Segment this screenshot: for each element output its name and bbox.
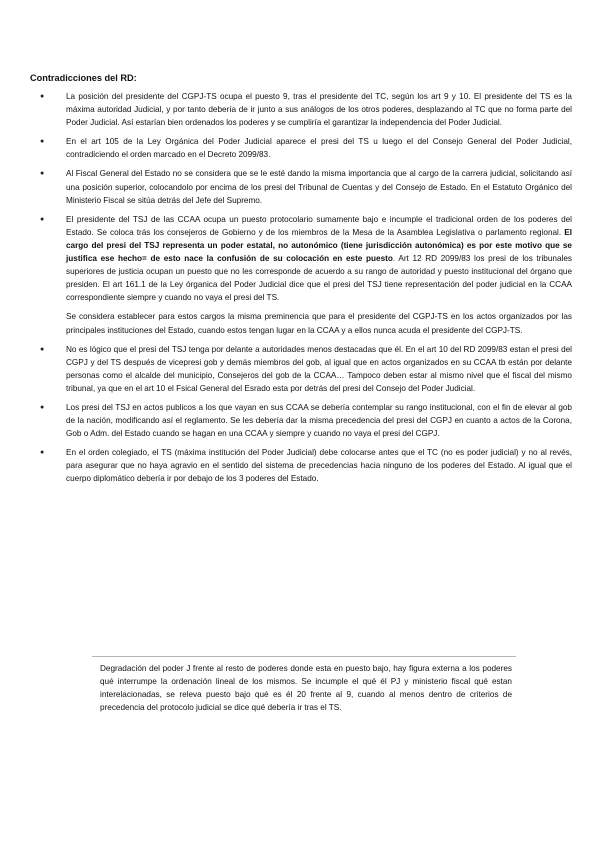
item-text: ● Al Fiscal General del Estado no se considera que se le esté dando la misma importancia que al cargo de la carrera judicial, solicitando así una posición superior, colocandolo por encima de los presi del Tribunal de Cuentas y del Consejo de Estado. En el Estatuto Orgánico del Ministerio Fiscal se sitúa detrás del Jefe del Supremo. — [66, 169, 572, 205]
contradictions-list — [40, 90, 572, 492]
list-item — [40, 135, 572, 161]
item-text: ● La posición del presidente del CGPJ-TS ocupa el puesto 9, tras el presidente del TC, según los art 9 y 10. El presidente del TS es la máxima autoridad Judicial, y por tanto debería de ir junto a sus análogos de los otros poderes, desplazando al TC que no forma parte del Poder Judicial. Así estarían bien ordenados los poderes y se cumpliría el garantizar la independencia del Poder Judicial. — [66, 92, 572, 128]
item-text: ● En el orden colegiado, el TS (máxima institución del Poder Judicial) debe colocarse antes que el TC (no es poder judicial) y no al revés, para asegurar que no haya agravio en el sentido del sistema de precedencias hacia ninguno de los poderes del Estado. Al igual que el cuerpo diplomático debería ir por debajo de los 3 poderes del Estado. — [66, 448, 572, 484]
item-text-start: El presidente del TSJ de las CCAA ocupa un puesto protocolario sumamente bajo e incumple el tradicional orden de los poderes del Estado. Se coloca trás los consejeros de Gobierno y de los miembros de la Mesa de la Asamblea Legislativa o parlamento regional. — [66, 214, 572, 237]
section-heading: Contradicciones del RD: — [30, 73, 137, 83]
list-item — [40, 213, 572, 337]
item-text: ● En el art 105 de la Ley Orgánica del Poder Judicial aparece el presi del TS u luego el del Consejo General del Poder Judicial, contradiciendo el orden marcado en el Decreto 2099/83. — [66, 137, 572, 160]
separator-line — [92, 656, 516, 657]
list-item — [40, 90, 572, 129]
item-text-bold: El cargo del presi del TSJ representa un poder estatal, no autonómico (tiene jurisdicción autonómica) es por este motivo que se justifica ese hecho= de esto nace la confusión de su colocación en este puesto — [66, 227, 572, 264]
item-text-end: . Art 12 RD 2099/83 los presi de los tribunales superiores de justicia ocupan un puesto que no les corresponde de acuerdo a su rango de autoridad y puesto institucional del órgano que presiden. El art 161.1 de la Ley órganica del Poder Judicial dice que el presi del TSJ tiene representación del poder judicial en la CCAA correspondiente siempre y cuando no vaya el presi del TS. — [66, 254, 572, 303]
item-text: ● Los presi del TSJ en actos publicos a los que vayan en sus CCAA se debería contemplar su rango institucional, con el fin de elevar al gob de la nación, modificando así el reglamento. Se les debería dar la misma precedencia del presi del CGPJ en cuanto a actos de la Corona, Gob o Adm. del Estado cuando se hagan en una CCAA y siempre y cuando no vaya el presi del CGPJ. — [66, 402, 572, 439]
list-item — [40, 343, 572, 395]
list-item — [40, 167, 572, 206]
item-text — [66, 213, 572, 305]
list-item — [40, 401, 572, 440]
item-continuation: Se considera establecer para estos cargos la misma preminencia que para el presidente del CGPJ-TS en los actos organizados por las principales instituciones del Estado, cuando estos tengan lugar en la CCAA y a ellos nunca acuda el presidente del CGPJ-TS. — [66, 312, 572, 335]
summary-note: Degradación del poder J frente al resto de poderes donde esta en puesto bajo, hay figura externa a los poderes qué interrumpe la ordenación lineal de los mismos. Se incumple el qué él PJ y ministerio fiscal qué estan interelacionadas, se releva puesto bajo qué es él 20 frente al 9, cuando al menos dentro de criterios de precedencia del protocolo judicial se dice qué debería ir tras el TS. — [100, 664, 512, 713]
list-item — [40, 446, 572, 485]
item-text: ● No es lógico que el presi del TSJ tenga por delante a autoridades menos destacadas que él. En el art 10 del RD 2099/83 estan el presi del CGPJ y del TS después de vicepresi gob y demás miembros del gob, al igual que en actos organizados en su CCAA tb están por delante personas como el alcalde del municipio, Consejeros del gob de la CCAA… Tampoco deben estar al mismo nivel que el fiscal del mismo tribunal, ya que en el art 10 el Fsical General del Esrado esta por detrás del presi del Consejo del Poder Judicial. — [66, 344, 572, 393]
